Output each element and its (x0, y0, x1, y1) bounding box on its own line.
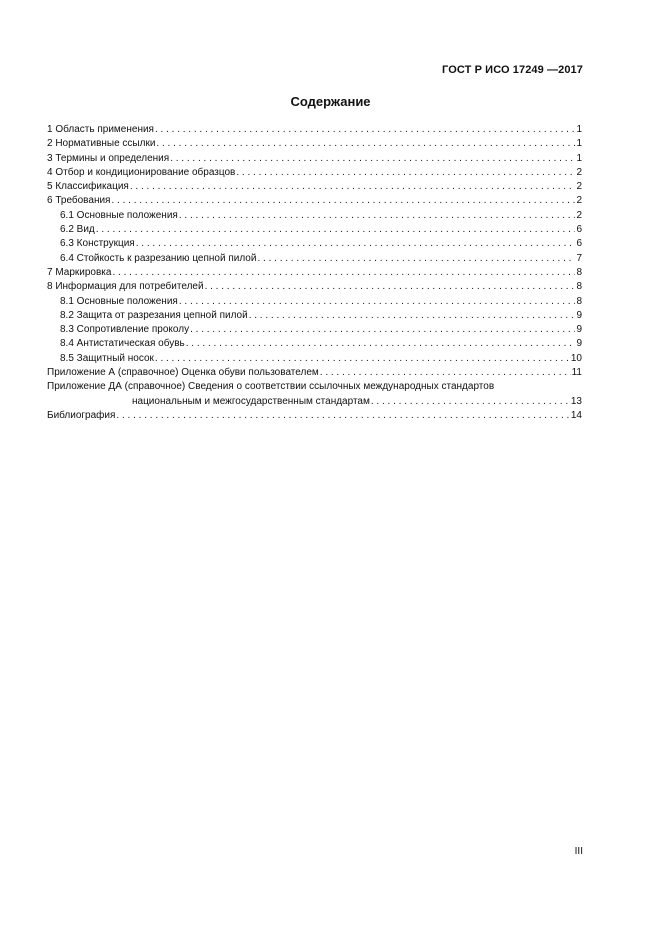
toc-leader-dots (136, 237, 576, 251)
toc-entry-label: 2 Нормативные ссылки (47, 138, 156, 150)
toc-entry-page: 8 (576, 295, 582, 307)
toc-leader-dots (186, 337, 576, 351)
toc-leader-dots (320, 366, 571, 380)
toc-entry-label: Приложение А (справочное) Оценка обуви пользователем (47, 367, 319, 379)
toc-entry-label: 6.3 Конструкция (60, 238, 135, 250)
toc-entry[interactable] (47, 152, 582, 166)
toc-leader-dots (371, 395, 570, 409)
toc-entry-page: 8 (576, 281, 582, 293)
toc-entry-label: 8.4 Антистатическая обувь (60, 338, 185, 350)
toc-entry-page: 9 (576, 324, 582, 336)
toc-leader-dots (257, 252, 575, 266)
toc-leader-dots (96, 223, 576, 237)
toc-entry-label: Приложение ДА (справочное) Сведения о соответствии ссылочных международных стандартов (47, 381, 495, 393)
toc-entry-page: 2 (576, 195, 582, 207)
toc-leader-dots (112, 266, 575, 280)
toc-entry[interactable] (47, 209, 582, 223)
toc-entry[interactable] (47, 123, 582, 137)
toc-entry[interactable] (47, 409, 582, 423)
toc-entry[interactable] (47, 295, 582, 309)
toc-entry-label: 8.1 Основные положения (60, 295, 178, 307)
toc-leader-dots (179, 209, 576, 223)
toc-entry-page: 6 (576, 224, 582, 236)
toc-entry[interactable] (47, 137, 582, 151)
table-of-contents (47, 123, 582, 423)
toc-leader-dots (130, 180, 576, 194)
toc-leader-dots (156, 137, 575, 151)
toc-leader-dots (236, 166, 575, 180)
toc-entry-page: 1 (576, 138, 582, 150)
toc-leader-dots (170, 152, 575, 166)
page-number: III (574, 846, 583, 857)
toc-entry-page: 9 (576, 309, 582, 321)
toc-entry-annex-da[interactable] (47, 380, 582, 409)
toc-entry-page: 9 (576, 338, 582, 350)
toc-entry-label: 4 Отбор и кондиционирование образцов (47, 166, 236, 178)
toc-entry-page: 7 (576, 252, 582, 264)
toc-entry-label: 8.5 Защитный носок (60, 352, 154, 364)
toc-entry-label: 8.2 Защита от разрезания цепной пилой (60, 309, 248, 321)
toc-entry-label: 7 Маркировка (47, 266, 112, 278)
toc-leader-dots (179, 295, 576, 309)
toc-entry-label: 8.3 Сопротивление проколу (60, 324, 190, 336)
toc-leader-dots (249, 309, 576, 323)
toc-entry-label: 6.4 Стойкость к разрезанию цепной пилой (60, 252, 257, 264)
toc-entry-page: 11 (571, 367, 582, 379)
toc-entry-page: 8 (576, 266, 582, 278)
toc-entry-page: 6 (576, 238, 582, 250)
toc-entry[interactable] (47, 223, 582, 237)
document-code: ГОСТ Р ИСО 17249 —2017 (442, 64, 583, 76)
toc-entry[interactable] (47, 366, 582, 380)
toc-entry[interactable] (47, 323, 582, 337)
toc-entry-page: 10 (570, 352, 582, 364)
toc-entry-label-continuation: национальным и межгосударственным стандартам (132, 395, 370, 407)
toc-leader-dots (111, 194, 575, 208)
toc-entry-page: 2 (576, 166, 582, 178)
toc-entry[interactable] (47, 166, 582, 180)
toc-entry[interactable] (47, 266, 582, 280)
toc-entry[interactable] (47, 237, 582, 251)
toc-entry[interactable] (47, 280, 582, 294)
toc-entry-label: 1 Область применения (47, 124, 154, 135)
toc-entry[interactable] (47, 194, 582, 208)
toc-leader-dots (155, 123, 575, 137)
toc-entry[interactable] (47, 337, 582, 351)
toc-entry[interactable] (47, 352, 582, 366)
toc-entry-label: 6.1 Основные положения (60, 209, 178, 221)
toc-entry-label: 3 Термины и определения (47, 152, 170, 164)
toc-entry-label: Библиография (47, 409, 116, 421)
toc-leader-dots (190, 323, 575, 337)
toc-leader-dots (116, 409, 569, 423)
toc-entry-label: 6.2 Вид (60, 224, 95, 236)
toc-entry-label: 5 Классификация (47, 181, 129, 193)
toc-entry-page: 13 (570, 395, 582, 407)
toc-entry-page: 2 (576, 181, 582, 193)
toc-entry-label: 6 Требования (47, 195, 111, 207)
toc-entry-page: 1 (576, 124, 582, 135)
toc-leader-dots (205, 280, 576, 294)
toc-entry[interactable] (47, 252, 582, 266)
toc-entry-label: 8 Информация для потребителей (47, 281, 204, 293)
toc-entry-page: 14 (570, 409, 582, 421)
toc-entry-page: 1 (576, 152, 582, 164)
toc-entry[interactable] (47, 309, 582, 323)
toc-title: Содержание (290, 94, 371, 109)
toc-leader-dots (155, 352, 570, 366)
toc-entry-page: 2 (576, 209, 582, 221)
toc-entry[interactable] (47, 180, 582, 194)
